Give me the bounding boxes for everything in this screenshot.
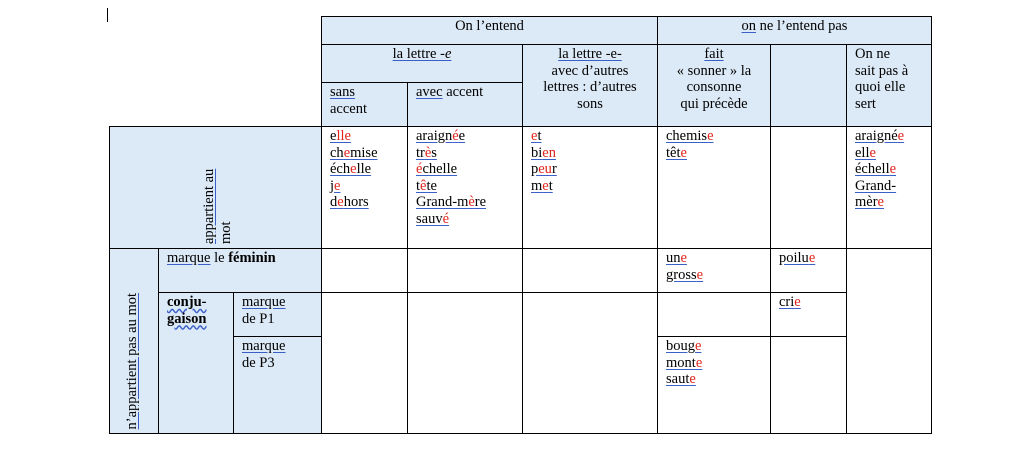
word: et [531,128,542,144]
row-marque-p3: marque de P3 [234,337,322,434]
cell-blank [658,293,771,337]
cell-blank [523,293,658,434]
header-avec-accent: avec accent [408,83,523,127]
word: araignée [855,128,905,144]
cell-blank [322,293,408,434]
cell-blank [408,293,523,434]
cell-autres-sons [523,127,658,249]
text-cursor [107,8,108,22]
row-marque-p1: marque de P1 [234,293,322,337]
word: monte [666,354,703,371]
header-autres-sons: la lettre -e- avec d’autres lettres : d’autres sons [523,45,658,127]
spelling-table [109,16,932,434]
row-appartient-au-mot: appartient au mot [110,127,322,249]
word: chemise [666,128,714,144]
cell-feminin-col2 [771,249,847,293]
word: poilue [779,250,816,266]
row-conjugaison: conju- gaison [159,293,234,434]
header-ne-entend-pas: on ne l’entend pas [658,17,932,45]
word: Grand- [855,177,897,194]
word: échelle [416,161,458,177]
cell-blank [771,337,847,434]
word: Grand-mère [416,194,487,210]
word: très [416,144,437,161]
word: bien [531,144,556,161]
header-on-ne-sait-pas: On ne sait pas à quoi elle sert [847,45,932,127]
word: bouge [666,338,702,354]
cell-blank [322,249,408,293]
word: échelle [330,161,372,177]
cell-blank [847,249,932,434]
word: je [330,177,341,194]
cell-blank [523,249,658,293]
word: crie [779,294,801,310]
word: une [666,250,687,266]
cell-blank [408,249,523,293]
cell-p1-col2 [771,293,847,337]
cell-p3-sonner [658,337,771,434]
word: échelle [855,161,897,177]
word: tête [666,144,687,161]
header-empty [771,45,847,127]
empty-corner [110,17,322,127]
header-fait-sonner: fait « sonner » la consonne qui précède [658,45,771,127]
word: tête [416,177,437,194]
word: dehors [330,194,369,210]
row-n-appartient-pas: n’appartient pas au mot [110,249,159,434]
word: grosse [666,266,704,283]
word: saute [666,371,696,387]
header-sans-accent: sans accent [322,83,408,127]
cell-fait-sonner [658,127,771,249]
cell-feminin-sonner [658,249,771,293]
cell-on-ne-sait [847,127,932,249]
header-on-entend: On l’entend [322,17,658,45]
header-la-lettre-e: la lettre -e [322,45,523,83]
word: mère [855,194,884,210]
word: chemise [330,144,378,161]
word: met [531,177,553,194]
word: elle [330,128,351,144]
cell-avec-accent [408,127,523,249]
word: araignée [416,128,466,144]
word: peur [531,161,557,177]
cell-sans-accent [322,127,408,249]
row-marque-feminin: marque le féminin [159,249,322,293]
word: elle [855,144,876,161]
word: sauvé [416,210,450,227]
cell-empty [771,127,847,249]
